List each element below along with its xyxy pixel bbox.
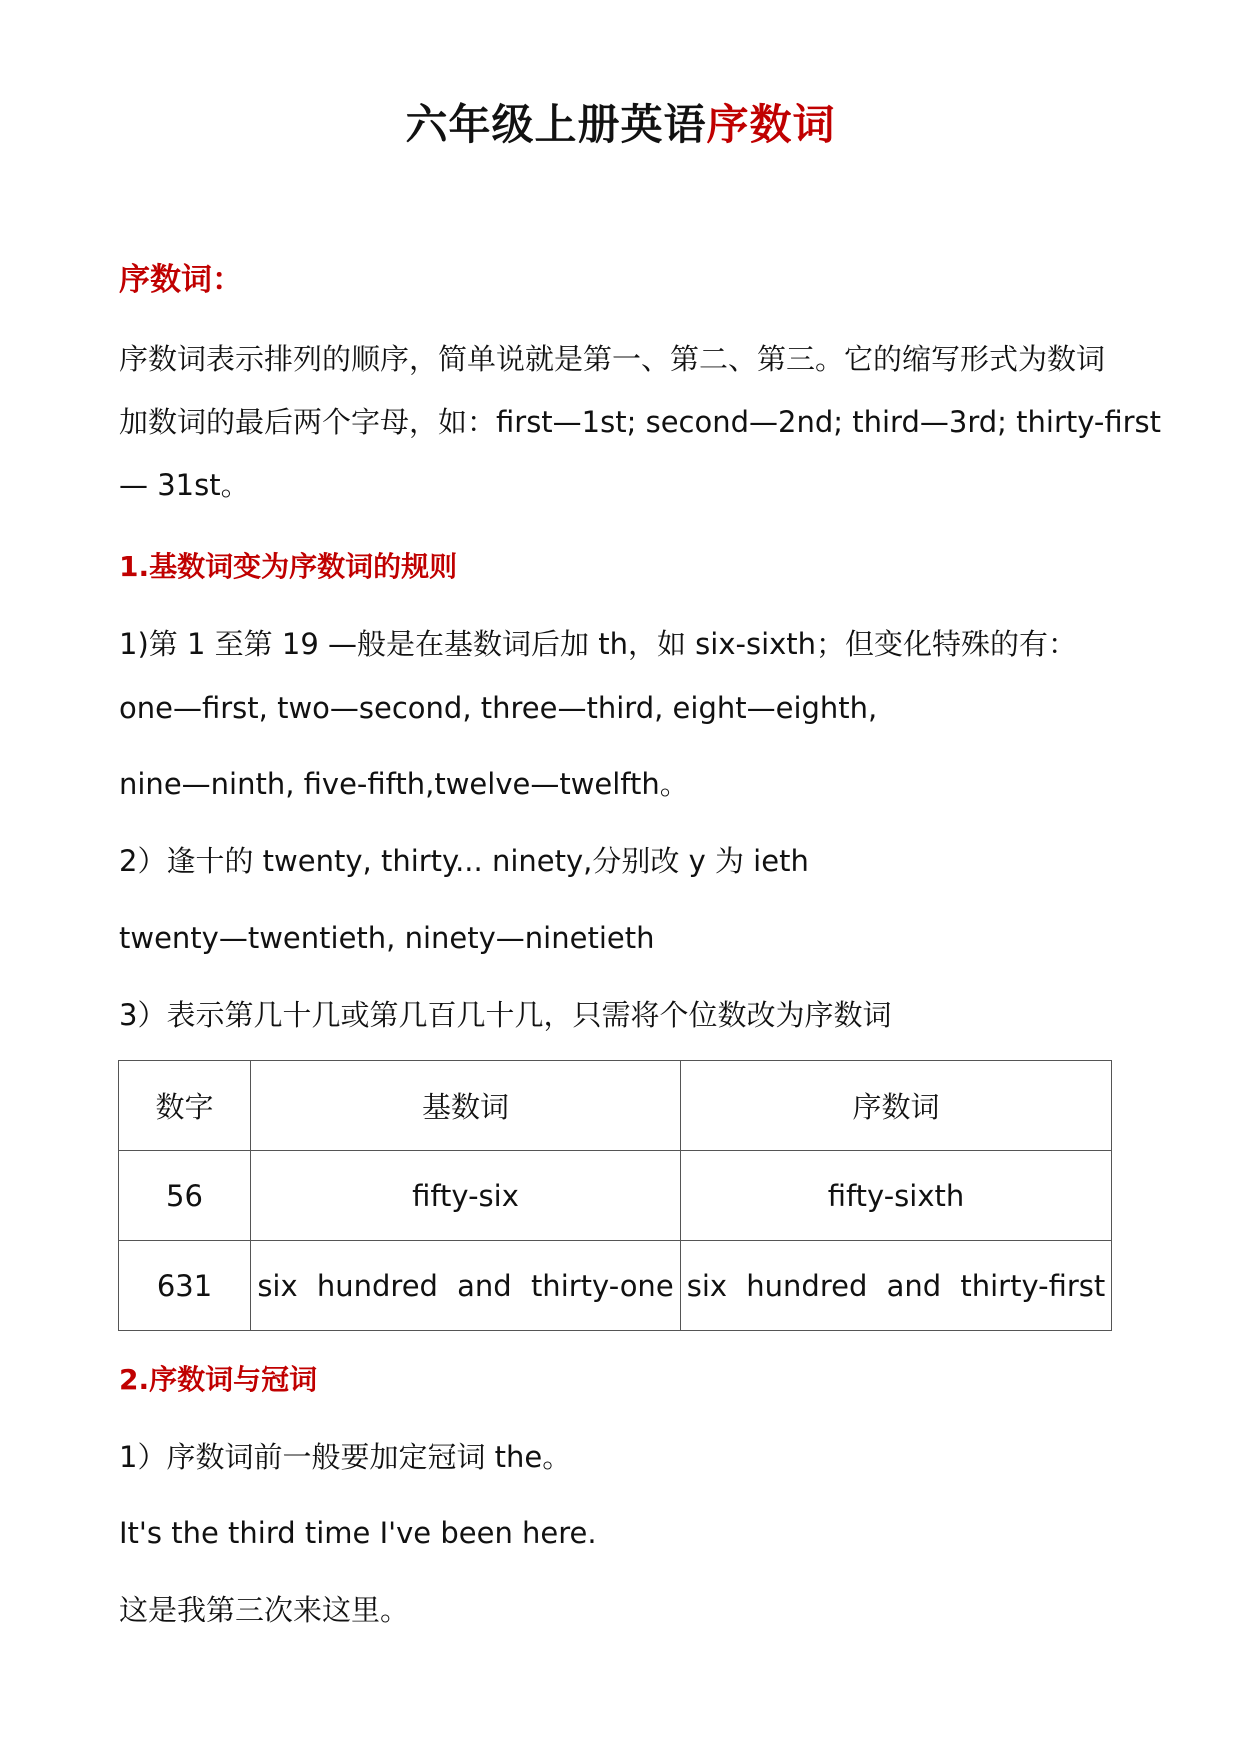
example-chinese: 这是我第三次来这里。 [119,1593,410,1627]
table-cell: six hundred and thirty-one [251,1241,681,1331]
table-cell: fifty-six [251,1151,681,1241]
table-cell: six hundred and thirty-first [681,1241,1112,1331]
table-header-cell: 基数词 [251,1061,681,1151]
article-heading: 2.序数词与冠词 [119,1363,318,1396]
ordinal-table [118,1060,1112,1331]
rule3-line: 3）表示第几十几或第几百几十几，只需将个位数改为序数词 [119,998,892,1032]
rule2-line-1: 2）逢十的 twenty, thirty... ninety,分别改 y 为 ieth [119,844,809,878]
table-cell: 56 [119,1151,251,1241]
rule1-line-2: one—first, two—second, three—third, eight—eighth, [119,691,878,725]
intro-line-2: 加数词的最后两个字母，如：first—1st; second—2nd; third—3rd; thirty-first [119,405,1162,439]
section-label: 序数词： [119,262,243,298]
table-row [119,1241,1112,1331]
rule1-line-1: 1)第 1 至第 19 —般是在基数词后加 th，如 six-sixth；但变化特殊的有： [119,627,1078,661]
table-header-row [119,1061,1112,1151]
example-english: It's the third time I've been here. [119,1516,597,1550]
table-header-cell: 序数词 [681,1061,1112,1151]
page-title [0,95,1241,155]
rule1-line-3: nine—ninth, five-fifth,twelve—twelfth。 [119,767,689,801]
intro-line-1: 序数词表示排列的顺序，简单说就是第一、第二、第三。它的缩写形式为数词 [119,342,1106,376]
title-red-part: 序数词 [706,100,836,149]
rule2-line-2: twenty—twentieth, ninety—ninetieth [119,921,655,955]
intro-line-3: — 31st。 [119,468,250,502]
table-row [119,1151,1112,1241]
table-header-cell: 数字 [119,1061,251,1151]
rules-heading: 1.基数词变为序数词的规则 [119,550,458,583]
article-rule: 1）序数词前一般要加定冠词 the。 [119,1440,572,1474]
title-black-part: 六年级上册英语 [405,100,707,149]
table-cell: fifty-sixth [681,1151,1112,1241]
table-cell: 631 [119,1241,251,1331]
